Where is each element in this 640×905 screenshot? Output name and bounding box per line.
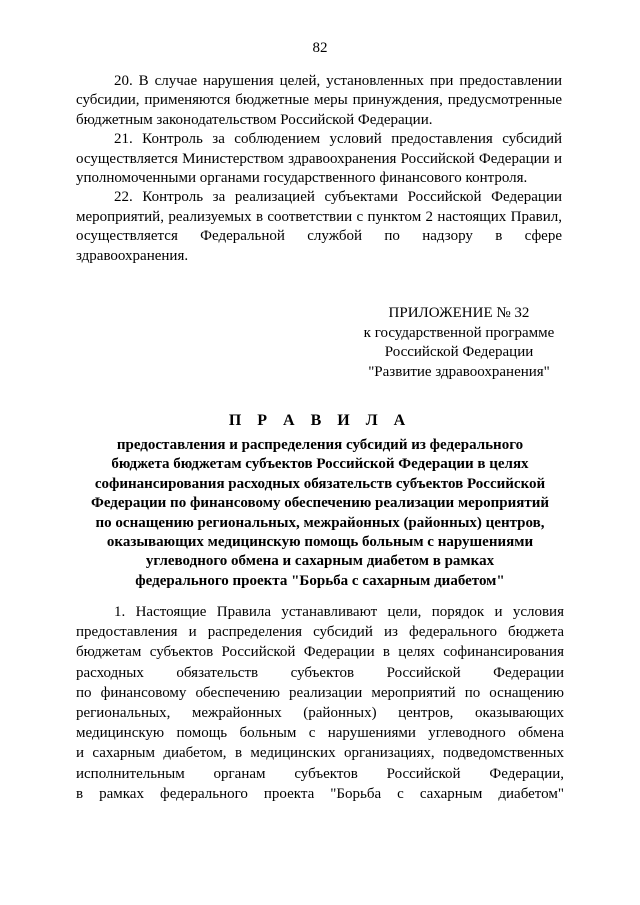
appendix-line: к государственной программе (363, 324, 555, 341)
paragraph-21: 21. Контроль за соблюдением условий предоставления субсидий осуществляется Министерством здравоохранения Российской Федерации и уполномоченными органами государственного финансового контроля. (76, 131, 562, 187)
subtitle-line: Федерации по финансовому обеспечению реализации мероприятий (90, 495, 550, 512)
appendix-title: ПРИЛОЖЕНИЕ № 32 (388, 305, 530, 321)
item-line: расходных обязательств субъектов Российской Федерации (76, 664, 564, 681)
rules-subtitle (80, 436, 560, 591)
item-line: 1. Настоящие Правила устанавливают цели, порядок и условия (114, 604, 564, 620)
paragraph-22: 22. Контроль за реализацией субъектами Российской Федерации мероприятий, реализуемых в соответствии с пунктом 2 настоящих Правил, осуществляется Федеральной службой по надзору в сфере здравоохранения. (76, 189, 562, 264)
item-line: предоставления и распределения субсидий из федерального бюджета (76, 624, 564, 641)
subtitle-line: предоставления и распределения субсидий из федерального (116, 437, 524, 453)
item-line: и сахарным диабетом, в медицинских организациях, подведомственных (76, 745, 564, 762)
subtitle-line: оказывающих медицинскую помощь больным с нарушениями (106, 534, 534, 551)
item-line: в рамках федерального проекта "Борьба с сахарным диабетом" (76, 785, 564, 802)
rules-item-1 (76, 602, 564, 804)
appendix-line: "Развитие здравоохранения" (368, 363, 550, 380)
item-line: медицинскую помощь больным с нарушениями углеводного обмена (76, 725, 564, 742)
subtitle-line: софинансирования расходных обязательств субъектов Российской (94, 475, 546, 492)
page-number: 82 (312, 40, 328, 56)
item-line: бюджетам субъектов Российской Федерации в целях софинансирования (76, 644, 564, 661)
subtitle-line: бюджета бюджетам субъектов Российской Федерации в целях (111, 456, 529, 473)
subtitle-line: углеводного обмена и сахарным диабетом в рамках (145, 553, 495, 570)
appendix-line: Российской Федерации (384, 344, 534, 360)
rules-heading: П Р А В И Л А (228, 412, 412, 429)
appendix-header (344, 304, 574, 382)
subtitle-line: федерального проекта "Борьба с сахарным диабетом" (135, 572, 505, 589)
item-line: по финансовому обеспечению реализации мероприятий по оснащению (76, 684, 564, 701)
subtitle-line: по оснащению региональных, межрайонных (районных) центров, (95, 514, 545, 531)
closing-paragraphs (76, 72, 562, 266)
paragraph-20: 20. В случае нарушения целей, установленных при предоставлении субсидии, применяются бюджетные меры принуждения, предусмотренные бюджетным законодательством Российской Федерации. (76, 73, 562, 128)
item-line: исполнительным органам субъектов Российской Федерации, (76, 765, 564, 782)
item-line: региональных, межрайонных (районных) центров, оказывающих (76, 705, 564, 722)
